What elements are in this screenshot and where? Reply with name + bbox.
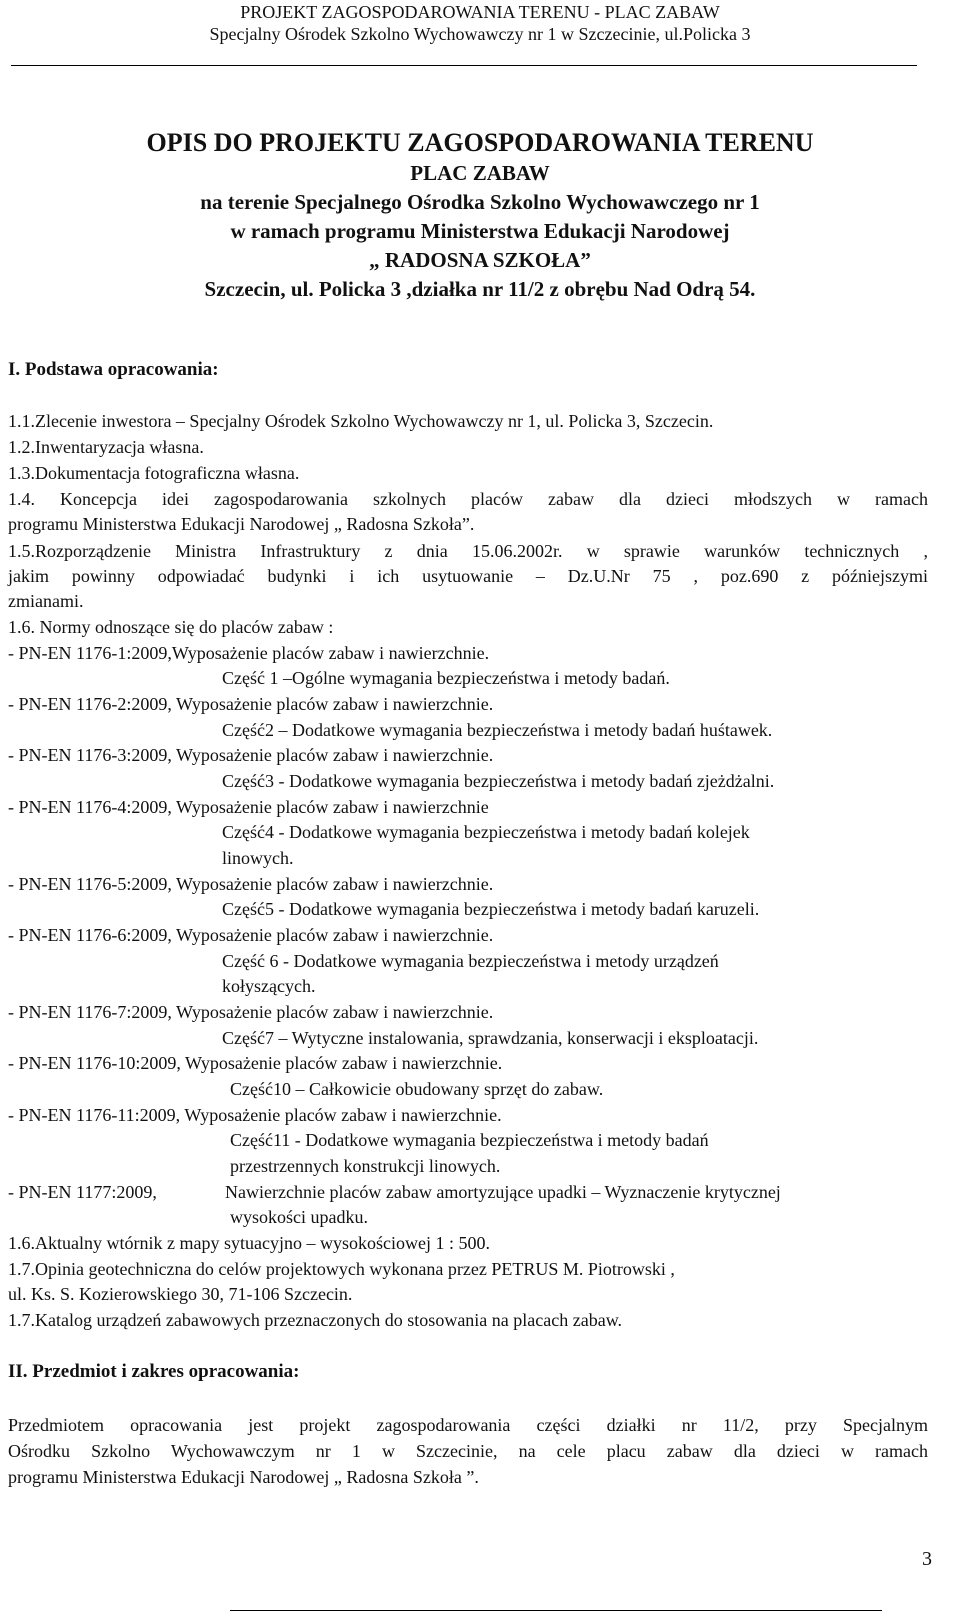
norm-part-line: Część3 - Dodatkowe wymagania bezpieczeństwa i metody badań zjeżdżalni. — [222, 771, 775, 791]
text-line: 1.5.Rozporządzenie Ministra Infrastruktury z dnia 15.06.2002r. w sprawie warunków technicznych , — [8, 541, 928, 561]
norm-part-line: linowych. — [222, 848, 294, 868]
text-line: 1.2.Inwentaryzacja własna. — [8, 437, 204, 457]
running-header-subtitle: Specjalny Ośrodek Szkolno Wychowawczy nr 1 w Szczecinie, ul.Policka 3 — [209, 24, 751, 44]
norm-line: - PN-EN 1177:2009, — [8, 1182, 157, 1202]
norm-part-line: Część11 - Dodatkowe wymagania bezpieczeństwa i metody badań — [230, 1130, 709, 1150]
norm-part-line: wysokości upadku. — [230, 1207, 368, 1227]
text-line: zmianami. — [8, 591, 84, 611]
text-line: 1.6.Aktualny wtórnik z mapy sytuacyjno – wysokościowej 1 : 500. — [8, 1233, 490, 1253]
text-line: 1.3.Dokumentacja fotograficzna własna. — [8, 463, 300, 483]
title-line-location: na terenie Specjalnego Ośrodka Szkolno Wychowawczego nr 1 — [200, 190, 760, 214]
footer-rule — [230, 1610, 882, 1611]
text-line: 1.4. Koncepcja idei zagospodarowania szkolnych placów zabaw dla dzieci młodszych w ramach — [8, 489, 928, 509]
title-line-radosna-szkola: „ RADOSNA SZKOŁA” — [369, 248, 591, 272]
norm-line: - PN-EN 1176-6:2009, Wyposażenie placów zabaw i nawierzchnie. — [8, 925, 494, 945]
text-line: 1.7.Katalog urządzeń zabawowych przeznaczonych do stosowania na placach zabaw. — [8, 1310, 623, 1330]
norm-line: - PN-EN 1176-5:2009, Wyposażenie placów zabaw i nawierzchnie. — [8, 874, 494, 894]
text-line: programu Ministerstwa Edukacji Narodowej „ Radosna Szkoła”. — [8, 514, 475, 534]
page-number: 3 — [922, 1548, 932, 1570]
running-header-title: PROJEKT ZAGOSPODAROWANIA TERENU - PLAC ZABAW — [240, 2, 720, 22]
norm-part-line: przestrzennych konstrukcji linowych. — [230, 1156, 501, 1176]
title-line-address: Szczecin, ul. Policka 3 ,działka nr 11/2 z obrębu Nad Odrą 54. — [204, 277, 756, 301]
norm-line: - PN-EN 1176-1:2009,Wyposażenie placów zabaw i nawierzchnie. — [8, 643, 490, 663]
document-title: OPIS DO PROJEKTU ZAGOSPODAROWANIA TERENU — [146, 128, 814, 157]
norm-line: - PN-EN 1176-2:2009, Wyposażenie placów zabaw i nawierzchnie. — [8, 694, 494, 714]
norm-part-line: kołyszących. — [222, 976, 316, 996]
norm-part-line: Nawierzchnie placów zabaw amortyzujące upadki – Wyznaczenie krytycznej — [225, 1182, 781, 1202]
text-line: 1.1.Zlecenie inwestora – Specjalny Ośrodek Szkolno Wychowawczy nr 1, ul. Policka 3, Szczecin. — [8, 411, 714, 431]
norm-part-line: Część5 - Dodatkowe wymagania bezpieczeństwa i metody badań karuzeli. — [222, 899, 760, 919]
norm-part-line: Część 1 –Ogólne wymagania bezpieczeństwa i metody badań. — [222, 668, 670, 688]
norm-line: - PN-EN 1176-10:2009, Wyposażenie placów zabaw i nawierzchnie. — [8, 1053, 503, 1073]
section-heading-podstawa: I. Podstawa opracowania: — [8, 359, 219, 380]
title-line-plac-zabaw: PLAC ZABAW — [410, 161, 550, 185]
text-line: 1.7.Opinia geotechniczna do celów projektowych wykonana przez PETRUS M. Piotrowski , — [8, 1259, 675, 1279]
text-line: jakim powinny odpowiadać budynki i ich usytuowanie – Dz.U.Nr 75 , poz.690 z późniejszymi — [8, 566, 928, 586]
text-line: Ośrodku Szkolno Wychowawczym nr 1 w Szczecinie, na cele placu zabaw dla dzieci w ramach — [8, 1441, 928, 1461]
text-line: ul. Ks. S. Kozierowskiego 30, 71-106 Szczecin. — [8, 1284, 353, 1304]
header-rule — [11, 65, 917, 66]
text-line: Przedmiotem opracowania jest projekt zagospodarowania części działki nr 11/2, przy Specjalnym — [8, 1415, 928, 1435]
norm-line: - PN-EN 1176-4:2009, Wyposażenie placów zabaw i nawierzchnie — [8, 797, 489, 817]
norm-part-line: Część10 – Całkowicie obudowany sprzęt do zabaw. — [230, 1079, 604, 1099]
text-line: 1.6. Normy odnoszące się do placów zabaw : — [8, 617, 334, 637]
norm-part-line: Część 6 - Dodatkowe wymagania bezpieczeństwa i metody urządzeń — [222, 951, 719, 971]
norm-line: - PN-EN 1176-7:2009, Wyposażenie placów zabaw i nawierzchnie. — [8, 1002, 494, 1022]
text-line: programu Ministerstwa Edukacji Narodowej „ Radosna Szkoła ”. — [8, 1467, 479, 1487]
norm-part-line: Część2 – Dodatkowe wymagania bezpieczeństwa i metody badań huśtawek. — [222, 720, 773, 740]
norm-part-line: Część4 - Dodatkowe wymagania bezpieczeństwa i metody badań kolejek — [222, 822, 750, 842]
norm-part-line: Część7 – Wytyczne instalowania, sprawdzania, konserwacji i eksploatacji. — [222, 1028, 759, 1048]
norm-line: - PN-EN 1176-3:2009, Wyposażenie placów zabaw i nawierzchnie. — [8, 745, 494, 765]
title-line-programme: w ramach programu Ministerstwa Edukacji Narodowej — [230, 219, 730, 243]
norm-line: - PN-EN 1176-11:2009, Wyposażenie placów zabaw i nawierzchnie. — [8, 1105, 502, 1125]
section-heading-przedmiot: II. Przedmiot i zakres opracowania: — [8, 1361, 300, 1382]
